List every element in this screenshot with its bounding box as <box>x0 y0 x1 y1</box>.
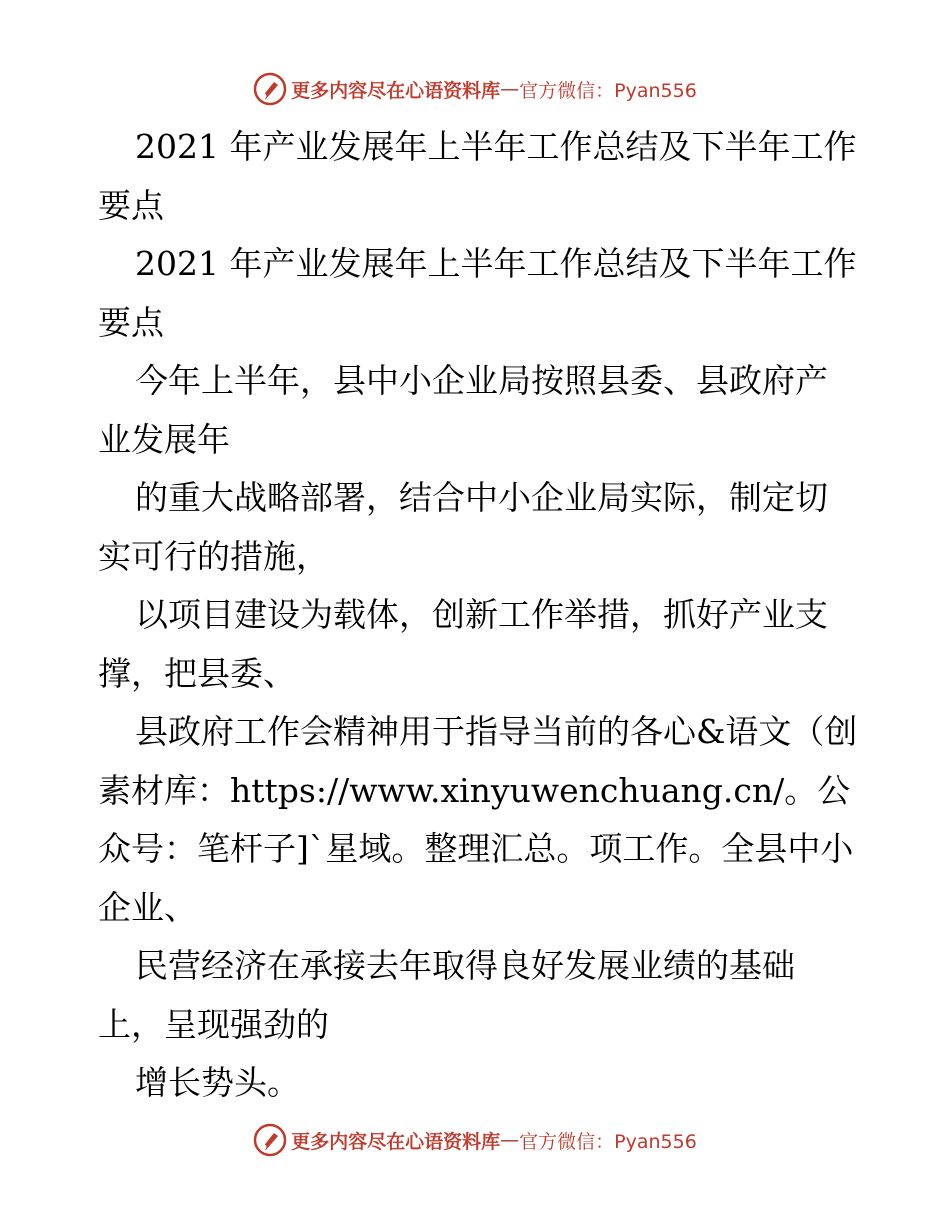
pen-nib-logo-icon <box>253 1123 287 1157</box>
banner-separator: — <box>500 78 520 100</box>
banner-separator: — <box>500 1129 520 1151</box>
pen-nib-logo-icon <box>253 72 287 106</box>
paragraph-1: 今年上半年，县中小企业局按照县委、县政府产业发展年 <box>98 361 828 459</box>
paragraph-title-1: 2021 年产业发展年上半年工作总结及下半年工作要点 <box>98 127 857 225</box>
banner-site-text: 更多内容尽在心语资料库 <box>291 1130 501 1153</box>
paragraph-2: 的重大战略部署，结合中小企业局实际，制定切实可行的措施， <box>98 478 828 576</box>
banner-site-text: 更多内容尽在心语资料库 <box>291 79 501 102</box>
banner-wechat-text: 官方微信：Pyan556 <box>519 79 697 102</box>
header-banner <box>0 71 950 107</box>
paragraph-3: 以项目建设为载体，创新工作举措，抓好产业支撑，把县委、 <box>98 595 828 693</box>
paragraph-title-2: 2021 年产业发展年上半年工作总结及下半年工作要点 <box>98 244 857 342</box>
paragraph-5: 民营经济在承接去年取得良好发展业绩的基础上，呈现强劲的 <box>98 946 795 1044</box>
banner-wechat-text: 官方微信：Pyan556 <box>519 1130 697 1153</box>
paragraph-4: 县政府工作会精神用于指导当前的各心&语文（创素材库：https://www.xinyuwenchuang.cn/。公众号：笔杆子]`星域。整理汇总。项工作。全县中小企业、 <box>98 712 858 927</box>
paragraph-6: 增长势头。 <box>135 1063 300 1102</box>
footer-banner <box>0 1122 950 1158</box>
document-body <box>98 118 858 1113</box>
